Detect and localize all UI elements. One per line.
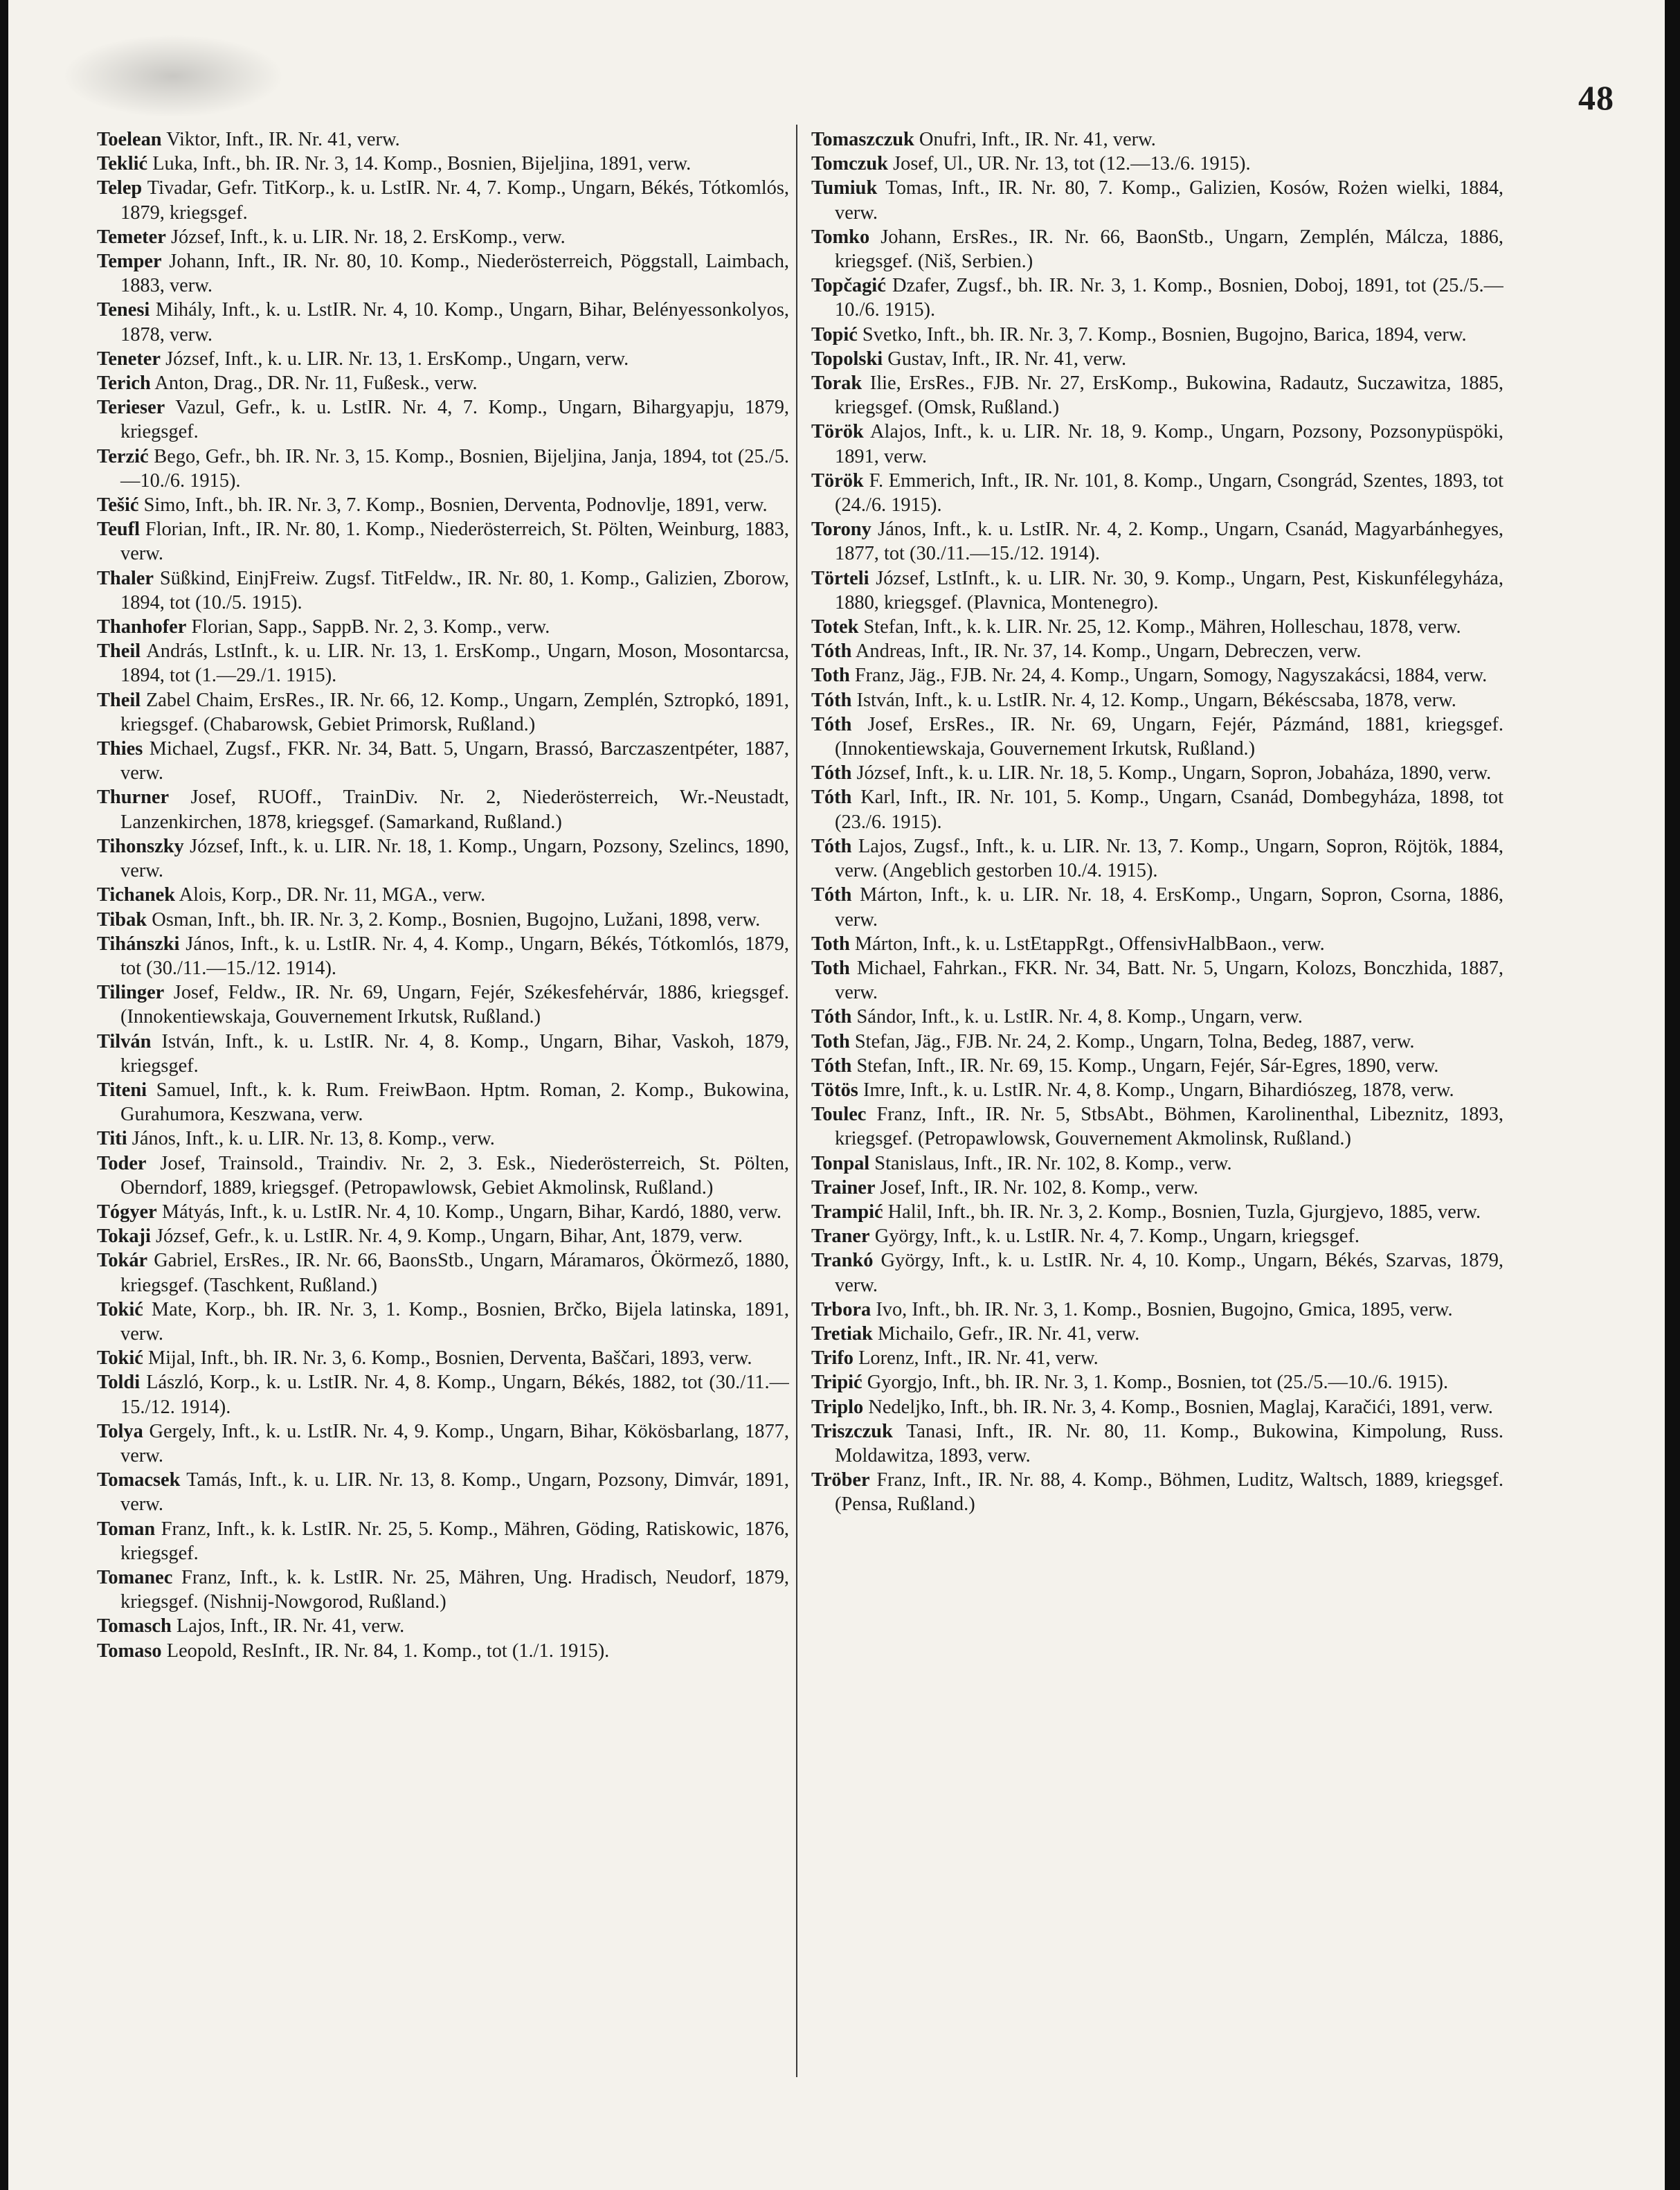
list-item <box>97 1078 789 1127</box>
list-item <box>811 1248 1503 1297</box>
entry-details: Mihály, Inft., k. u. LstIR. Nr. 4, 10. Komp., Ungarn, Bihar, Belényessonkolyos, 1878, verw. <box>120 299 789 345</box>
page-number: 48 <box>1578 78 1614 117</box>
list-item <box>811 785 1503 834</box>
entry-surname: Tomaso <box>97 1640 162 1662</box>
entry-details: Mijal, Inft., bh. IR. Nr. 3, 6. Komp., Bosnien, Derventa, Baščari, 1893, verw. <box>147 1347 752 1370</box>
list-item <box>97 152 789 176</box>
list-item <box>811 347 1503 371</box>
entry-surname: Tilván <box>97 1030 152 1052</box>
entry-details: Osman, Inft., bh. IR. Nr. 3, 2. Komp., Bosnien, Bugojno, Lužani, 1898, verw. <box>152 908 761 931</box>
entry-surname: Torak <box>811 373 862 395</box>
right-column <box>811 127 1503 2135</box>
entry-details: Mate, Korp., bh. IR. Nr. 3, 1. Komp., Bosnien, Brčko, Bijela latinska, 1891, verw. <box>120 1298 789 1345</box>
entry-surname: Tóth <box>811 762 852 784</box>
entry-surname: Tretiak <box>811 1322 873 1345</box>
list-item <box>811 1200 1503 1224</box>
list-item <box>97 1370 789 1419</box>
list-item <box>97 493 789 517</box>
entry-details: Stefan, Jäg., FJB. Nr. 24, 2. Komp., Ungarn, Tolna, Bedeg, 1887, verw. <box>854 1030 1415 1052</box>
entry-surname: Toelean <box>97 129 162 150</box>
list-item <box>811 712 1503 761</box>
entry-details: Johann, Inft., IR. Nr. 80, 10. Komp., Niederösterreich, Pöggstall, Laimbach, 1883, verw. <box>120 251 789 297</box>
entry-details: Gustav, Inft., IR. Nr. 41, verw. <box>887 348 1127 370</box>
list-item <box>811 1370 1503 1394</box>
list-item <box>811 1419 1503 1468</box>
entry-surname: Tomaszczuk <box>811 129 914 150</box>
entry-surname: Terich <box>97 373 151 395</box>
list-item <box>811 176 1503 224</box>
entry-details: József, Inft., k. u. LIR. Nr. 18, 5. Komp., Ungarn, Sopron, Jobaháza, 1890, verw. <box>856 762 1492 784</box>
list-item <box>97 127 789 152</box>
entry-details: Lorenz, Inft., IR. Nr. 41, verw. <box>858 1347 1099 1370</box>
left-column <box>97 127 789 2135</box>
entry-details: József, Inft., k. u. LIR. Nr. 18, 2. ErsKomp., verw. <box>170 226 566 248</box>
entry-surname: Tomasch <box>97 1615 172 1637</box>
entry-details: Josef, Trainsold., Traindiv. Nr. 2, 3. Esk., Niederösterreich, St. Pölten, Oberndorf, 1889, kriegsgef. (Petropawlowsk, Gebiet Akmolinsk, Rußland.) <box>120 1152 789 1199</box>
entry-surname: Toth <box>811 957 850 979</box>
list-item <box>97 445 789 493</box>
list-item <box>97 1248 789 1297</box>
entry-surname: Teufl <box>97 519 141 541</box>
list-item <box>97 1030 789 1078</box>
list-item <box>811 1224 1503 1248</box>
list-item <box>97 395 789 444</box>
entry-surname: Triplo <box>811 1396 864 1418</box>
scan-smudge <box>62 35 284 118</box>
list-item <box>811 273 1503 322</box>
entry-details: Halil, Inft., bh. IR. Nr. 3, 2. Komp., Bosnien, Tuzla, Gjurgjevo, 1885, verw. <box>887 1201 1481 1223</box>
list-item <box>97 225 789 249</box>
list-item <box>97 688 789 737</box>
entry-surname: Tilinger <box>97 982 165 1004</box>
entry-surname: Toman <box>97 1518 156 1540</box>
list-item <box>97 1419 789 1468</box>
entry-details: Stefan, Inft., IR. Nr. 69, 15. Komp., Ungarn, Fejér, Sár-Egres, 1890, verw. <box>856 1054 1439 1077</box>
entry-details: Süßkind, EinjFreiw. Zugsf. TitFeldw., IR. Nr. 80, 1. Komp., Galizien, Zborow, 1894, tot (10./5. 1915). <box>120 567 789 613</box>
list-item <box>811 566 1503 615</box>
list-item <box>97 1517 789 1565</box>
list-item <box>97 176 789 224</box>
entry-surname: Terzić <box>97 445 149 467</box>
entry-details: Anton, Drag., DR. Nr. 11, Fußesk., verw. <box>154 373 478 395</box>
list-item <box>97 737 789 785</box>
list-item <box>811 1346 1503 1370</box>
list-item <box>811 615 1503 639</box>
entry-surname: Tóth <box>811 1006 852 1028</box>
list-item <box>811 127 1503 152</box>
entry-surname: Topić <box>811 323 858 345</box>
list-item <box>811 956 1503 1005</box>
entry-details: Tivadar, Gefr. TitKorp., k. u. LstIR. Nr. 4, 7. Komp., Ungarn, Békés, Tótkomlós, 1879, kriegsgef. <box>120 177 789 224</box>
entry-surname: Torony <box>811 519 871 541</box>
entry-surname: Tötös <box>811 1079 858 1101</box>
entry-surname: Trankó <box>811 1250 874 1272</box>
entry-surname: Tonpal <box>811 1152 870 1174</box>
entry-surname: Trainer <box>811 1176 876 1199</box>
entry-details: Josef, ErsRes., IR. Nr. 69, Ungarn, Fejér, Pázmánd, 1881, kriegsgef. (Innokentiewskaja, Gouvernement Irkutsk, Rußland.) <box>835 713 1503 760</box>
entry-details: Franz, Inft., k. k. LstIR. Nr. 25, 5. Komp., Mähren, Göding, Ratiskowic, 1876, kriegsgef. <box>120 1518 789 1564</box>
entry-surname: Telep <box>97 177 143 199</box>
entry-details: Bego, Gefr., bh. IR. Nr. 3, 15. Komp., Bosnien, Bijeljina, Janja, 1894, tot (25./5.—10./6. 1915). <box>120 445 789 492</box>
entry-details: Márton, Inft., k. u. LstEtappRgt., OffensivHalbBaon., verw. <box>854 933 1325 955</box>
entry-details: Svetko, Inft., bh. IR. Nr. 3, 7. Komp., Bosnien, Bugojno, Barica, 1894, verw. <box>862 323 1467 345</box>
entry-surname: Toth <box>811 665 850 687</box>
entry-details: Karl, Inft., IR. Nr. 101, 5. Komp., Ungarn, Csanád, Dombegyháza, 1898, tot (23./6. 1915). <box>835 787 1503 833</box>
entry-surname: Toth <box>811 1030 850 1052</box>
entry-surname: Titeni <box>97 1079 147 1101</box>
entry-surname: Tomanec <box>97 1566 173 1588</box>
entry-details: Luka, Inft., bh. IR. Nr. 3, 14. Komp., Bosnien, Bijeljina, 1891, verw. <box>152 153 692 175</box>
entry-details: Vazul, Gefr., k. u. LstIR. Nr. 4, 7. Komp., Ungarn, Bihargyapju, 1879, kriegsgef. <box>120 397 789 443</box>
entry-surname: Tóth <box>811 713 852 735</box>
entry-details: Samuel, Inft., k. k. Rum. FreiwBaon. Hptm. Roman, 2. Komp., Bukowina, Gurahumora, Keszwana, verw. <box>120 1079 789 1126</box>
list-item <box>97 347 789 371</box>
entry-details: János, Inft., k. u. LstIR. Nr. 4, 4. Komp., Ungarn, Békés, Tótkomlós, 1879, tot (30./11.—15./12. 1914). <box>120 933 789 979</box>
entry-surname: Thaler <box>97 567 154 589</box>
entry-surname: Török <box>811 421 864 443</box>
list-item <box>811 1395 1503 1419</box>
list-item <box>811 761 1503 785</box>
entry-details: Ivo, Inft., bh. IR. Nr. 3, 1. Komp., Bosnien, Bugojno, Gmica, 1895, verw. <box>876 1298 1453 1320</box>
entry-details: Stefan, Inft., k. k. LIR. Nr. 25, 12. Komp., Mähren, Holleschau, 1878, verw. <box>863 616 1461 638</box>
entry-details: Stanislaus, Inft., IR. Nr. 102, 8. Komp., verw. <box>874 1152 1232 1174</box>
entry-surname: Thanhofer <box>97 616 187 638</box>
entry-surname: Tóth <box>811 787 852 809</box>
entry-surname: Topčagić <box>811 275 886 297</box>
list-item <box>97 1639 789 1663</box>
entry-surname: Triszczuk <box>811 1420 893 1442</box>
entry-surname: Tóth <box>811 835 852 857</box>
list-item <box>97 615 789 639</box>
list-item <box>811 152 1503 176</box>
list-item <box>811 371 1503 420</box>
entry-details: Franz, Jäg., FJB. Nr. 24, 4. Komp., Ungarn, Somogy, Nagyszakácsi, 1884, verw. <box>854 665 1488 687</box>
entry-details: Josef, RUOff., TrainDiv. Nr. 2, Niederösterreich, Wr.-Neustadt, Lanzenkirchen, 1878, kriegsgef. (Samarkand, Rußland.) <box>120 787 789 833</box>
list-item <box>97 1565 789 1614</box>
entry-surname: Theil <box>97 640 141 663</box>
list-item <box>97 639 789 688</box>
list-item <box>811 1468 1503 1516</box>
entry-details: Dzafer, Zugsf., bh. IR. Nr. 3, 1. Komp., Bosnien, Doboj, 1891, tot (25./5.—10./6. 1915). <box>835 275 1503 321</box>
entry-surname: Tröber <box>811 1469 870 1491</box>
list-item <box>811 1151 1503 1176</box>
list-item <box>97 1614 789 1638</box>
list-item <box>811 1005 1503 1029</box>
entry-details: F. Emmerich, Inft., IR. Nr. 101, 8. Komp., Ungarn, Csongrád, Szentes, 1893, tot (24./6. 1915). <box>835 469 1503 517</box>
entry-surname: Thies <box>97 738 143 760</box>
entry-details: Leopold, ResInft., IR. Nr. 84, 1. Komp., tot (1./1. 1915). <box>166 1640 610 1662</box>
list-item <box>811 834 1503 883</box>
entry-details: Josef, Inft., IR. Nr. 102, 8. Komp., verw. <box>880 1176 1199 1199</box>
entry-details: János, Inft., k. u. LIR. Nr. 13, 8. Komp., verw. <box>132 1128 495 1150</box>
entry-surname: Tógyer <box>97 1201 157 1223</box>
entry-surname: Temeter <box>97 226 166 248</box>
list-item <box>811 1102 1503 1151</box>
entry-details: Lajos, Zugsf., Inft., k. u. LIR. Nr. 13, 7. Komp., Ungarn, Sopron, Röjtök, 1884, verw. (Angeblich gestorben 10./4. 1915). <box>835 835 1503 882</box>
entry-details: Franz, Inft., k. k. LstIR. Nr. 25, Mähren, Ung. Hradisch, Neudorf, 1879, kriegsgef. (Nishnij-Nowgorod, Rußland.) <box>120 1566 789 1613</box>
scan-edge-left <box>0 0 8 2190</box>
list-item <box>811 1298 1503 1322</box>
entry-surname: Török <box>811 469 864 492</box>
entry-details: Florian, Sapp., SappB. Nr. 2, 3. Komp., verw. <box>191 616 550 638</box>
entry-details: György, Inft., k. u. LstIR. Nr. 4, 10. Komp., Ungarn, Békés, Szarvas, 1879, verw. <box>835 1250 1503 1296</box>
entry-details: Josef, Ul., UR. Nr. 13, tot (12.—13./6. 1915). <box>893 153 1251 175</box>
entry-details: Gergely, Inft., k. u. LstIR. Nr. 4, 9. Komp., Ungarn, Bihar, Kökösbarlang, 1877, verw. <box>120 1420 789 1466</box>
list-item <box>811 663 1503 688</box>
entry-surname: Tripić <box>811 1372 862 1394</box>
entry-surname: Theil <box>97 689 141 711</box>
list-item <box>811 323 1503 347</box>
entry-details: József, Gefr., k. u. LstIR. Nr. 4, 9. Komp., Ungarn, Bihar, Ant, 1879, verw. <box>155 1226 743 1248</box>
entry-surname: Tóth <box>811 1054 852 1077</box>
entry-details: Gabriel, ErsRes., IR. Nr. 66, BaonsStb., Ungarn, Máramaros, Ökörmező, 1880, kriegsgef. (Taschkent, Rußland.) <box>120 1250 789 1296</box>
entry-surname: Tóth <box>811 689 852 711</box>
list-item <box>97 517 789 566</box>
list-item <box>97 1298 789 1346</box>
list-item <box>811 420 1503 468</box>
entry-details: Mátyás, Inft., k. u. LstIR. Nr. 4, 10. Komp., Ungarn, Bihar, Kardó, 1880, verw. <box>161 1201 782 1223</box>
entry-details: Franz, Inft., IR. Nr. 88, 4. Komp., Böhmen, Luditz, Waltsch, 1889, kriegsgef. (Pensa, Rußland.) <box>835 1469 1503 1516</box>
entry-surname: Tichanek <box>97 884 176 906</box>
entry-details: Michael, Zugsf., FKR. Nr. 34, Batt. 5, Ungarn, Brassó, Barczaszentpéter, 1887, verw. <box>120 738 789 784</box>
list-item <box>97 371 789 395</box>
entry-surname: Trampić <box>811 1201 883 1223</box>
entry-details: Márton, Inft., k. u. LIR. Nr. 18, 4. ErsKomp., Ungarn, Sopron, Csorna, 1886, verw. <box>835 884 1503 931</box>
entry-surname: Terieser <box>97 397 165 419</box>
list-item <box>97 980 789 1029</box>
entry-details: Simo, Inft., bh. IR. Nr. 3, 7. Komp., Bosnien, Derventa, Podnovlje, 1891, verw. <box>143 494 768 517</box>
entry-surname: Tóth <box>811 884 852 906</box>
entry-surname: Toulec <box>811 1104 867 1126</box>
list-item <box>97 883 789 907</box>
entry-details: Johann, ErsRes., IR. Nr. 66, BaonStb., Ungarn, Zemplén, Málcza, 1886, kriegsgef. (Niš, Serbien.) <box>835 226 1503 273</box>
entry-details: Onufri, Inft., IR. Nr. 41, verw. <box>919 129 1156 150</box>
list-item <box>97 932 789 980</box>
list-item <box>811 1176 1503 1200</box>
entry-surname: Tenesi <box>97 299 150 321</box>
list-item <box>97 1200 789 1224</box>
list-item <box>811 1030 1503 1054</box>
entry-details: József, LstInft., k. u. LIR. Nr. 30, 9. Komp., Ungarn, Pest, Kiskunfélegyháza, 1880, kriegsgef. (Plavnica, Montenegro). <box>835 567 1503 613</box>
entry-surname: Tokár <box>97 1250 148 1272</box>
entry-details: János, Inft., k. u. LstIR. Nr. 4, 2. Komp., Ungarn, Csanád, Magyarbánhegyes, 1877, tot (30./11.—15./12. 1914). <box>835 519 1503 565</box>
entry-details: Andreas, Inft., IR. Nr. 37, 14. Komp., Ungarn, Debreczen, verw. <box>855 640 1362 663</box>
list-item <box>97 1127 789 1151</box>
entry-surname: Traner <box>811 1226 870 1248</box>
list-item <box>811 1322 1503 1346</box>
entry-surname: Tomacsek <box>97 1469 181 1491</box>
entry-details: Michael, Fahrkan., FKR. Nr. 34, Batt. Nr. 5, Ungarn, Kolozs, Bonczhida, 1887, verw. <box>835 957 1503 1004</box>
scan-edge-right <box>1665 0 1680 2190</box>
list-item <box>811 469 1503 517</box>
entry-surname: Tokić <box>97 1298 143 1320</box>
list-item <box>811 688 1503 712</box>
entry-surname: Thurner <box>97 787 170 809</box>
entry-surname: Tokić <box>97 1347 143 1370</box>
list-item <box>97 566 789 615</box>
entry-surname: Trifo <box>811 1347 853 1370</box>
entry-details: Tomas, Inft., IR. Nr. 80, 7. Komp., Galizien, Kosów, Rożen wielki, 1884, verw. <box>835 177 1503 224</box>
entry-details: Florian, Inft., IR. Nr. 80, 1. Komp., Niederösterreich, St. Pölten, Weinburg, 1883, verw. <box>120 519 789 565</box>
list-item <box>811 225 1503 273</box>
entry-surname: Temper <box>97 251 162 273</box>
list-item <box>811 1054 1503 1078</box>
column-divider <box>796 125 797 2077</box>
entry-details: Zabel Chaim, ErsRes., IR. Nr. 66, 12. Komp., Ungarn, Zemplén, Sztropkó, 1891, kriegsgef. (Chabarowsk, Gebiet Primorsk, Rußland.) <box>120 689 789 735</box>
entry-details: Josef, Feldw., IR. Nr. 69, Ungarn, Fejér, Székesfehérvár, 1886, kriegsgef. (Innokentiewskaja, Gouvernement Irkutsk, Rußland.) <box>120 982 789 1028</box>
entry-surname: Toder <box>97 1152 147 1174</box>
list-item <box>97 1468 789 1516</box>
entry-details: Tamás, Inft., k. u. LIR. Nr. 13, 8. Komp., Ungarn, Pozsony, Dimvár, 1891, verw. <box>120 1469 789 1516</box>
entry-details: Sándor, Inft., k. u. LstIR. Nr. 4, 8. Komp., Ungarn, verw. <box>856 1006 1303 1028</box>
entry-details: Ilie, ErsRes., FJB. Nr. 27, ErsKomp., Bukowina, Radautz, Suczawitza, 1885, kriegsgef. (Omsk, Rußland.) <box>835 373 1503 419</box>
entry-surname: Tóth <box>811 640 852 663</box>
entry-details: Lajos, Inft., IR. Nr. 41, verw. <box>176 1615 405 1637</box>
entry-surname: Toldi <box>97 1372 141 1394</box>
entry-surname: Tomczuk <box>811 153 888 175</box>
entry-surname: Tomko <box>811 226 870 248</box>
list-item <box>97 1346 789 1370</box>
list-item <box>97 908 789 932</box>
entry-details: László, Korp., k. u. LstIR. Nr. 4, 8. Komp., Ungarn, Békés, 1882, tot (30./11.—15./12. 1914). <box>120 1372 789 1418</box>
list-item <box>811 932 1503 956</box>
entry-surname: Tolya <box>97 1420 143 1442</box>
list-item <box>811 883 1503 931</box>
entry-surname: Törteli <box>811 567 869 589</box>
entry-surname: Totek <box>811 616 859 638</box>
list-item <box>811 639 1503 663</box>
entry-details: Gyorgjo, Inft., bh. IR. Nr. 3, 1. Komp., Bosnien, tot (25./5.—10./6. 1915). <box>867 1372 1449 1394</box>
entry-surname: Toth <box>811 933 850 955</box>
entry-details: Nedeljko, Inft., bh. IR. Nr. 3, 4. Komp., Bosnien, Maglaj, Karačići, 1891, verw. <box>868 1396 1493 1418</box>
list-item <box>97 298 789 346</box>
entry-surname: Teklić <box>97 153 148 175</box>
list-item <box>97 1224 789 1248</box>
list-item <box>97 249 789 298</box>
entry-surname: Tokaji <box>97 1226 151 1248</box>
entry-surname: Tihonszky <box>97 835 184 857</box>
entry-details: Michailo, Gefr., IR. Nr. 41, verw. <box>877 1322 1140 1345</box>
entry-details: Alois, Korp., DR. Nr. 11, MGA., verw. <box>179 884 486 906</box>
entry-surname: Tešić <box>97 494 139 517</box>
entry-surname: Tumiuk <box>811 177 878 199</box>
entry-surname: Topolski <box>811 348 883 370</box>
entry-details: György, Inft., k. u. LstIR. Nr. 4, 7. Komp., Ungarn, kriegsgef. <box>874 1226 1360 1248</box>
entry-surname: Teneter <box>97 348 161 370</box>
entry-details: Tanasi, Inft., IR. Nr. 80, 11. Komp., Bukowina, Kimpolung, Russ. Moldawitza, 1893, verw. <box>835 1420 1503 1466</box>
entry-surname: Tibak <box>97 908 147 931</box>
entry-details: Franz, Inft., IR. Nr. 5, StbsAbt., Böhmen, Karolinenthal, Libeznitz, 1893, kriegsgef. (Petropawlowsk, Gouvernement Akmolinsk, Rußland.) <box>835 1104 1503 1150</box>
entry-details: József, Inft., k. u. LIR. Nr. 18, 1. Komp., Ungarn, Pozsony, Szelincs, 1890, verw. <box>120 835 789 882</box>
entry-details: Alajos, Inft., k. u. LIR. Nr. 18, 9. Komp., Ungarn, Pozsony, Pozsonypüspöki, 1891, verw. <box>835 421 1503 467</box>
list-item <box>97 834 789 883</box>
entry-details: István, Inft., k. u. LstIR. Nr. 4, 12. Komp., Ungarn, Békéscsaba, 1878, verw. <box>856 689 1456 711</box>
entry-details: András, LstInft., k. u. LIR. Nr. 13, 1. ErsKomp., Ungarn, Moson, Mosontarcsa, 1894, tot (1.—29./1. 1915). <box>120 640 789 687</box>
list-item <box>97 785 789 834</box>
list-item <box>811 517 1503 566</box>
entry-surname: Titi <box>97 1128 127 1150</box>
entry-surname: Trbora <box>811 1298 871 1320</box>
entry-details: József, Inft., k. u. LIR. Nr. 13, 1. ErsKomp., Ungarn, verw. <box>165 348 629 370</box>
entry-surname: Tihánszki <box>97 933 180 955</box>
list-item <box>811 1078 1503 1102</box>
list-item <box>97 1151 789 1200</box>
entry-details: Viktor, Inft., IR. Nr. 41, verw. <box>166 129 400 150</box>
entry-details: Imre, Inft., k. u. LstIR. Nr. 4, 8. Komp., Ungarn, Bihardiószeg, 1878, verw. <box>862 1079 1454 1101</box>
entry-details: István, Inft., k. u. LstIR. Nr. 4, 8. Komp., Ungarn, Bihar, Vaskoh, 1879, kriegsgef. <box>120 1030 789 1077</box>
